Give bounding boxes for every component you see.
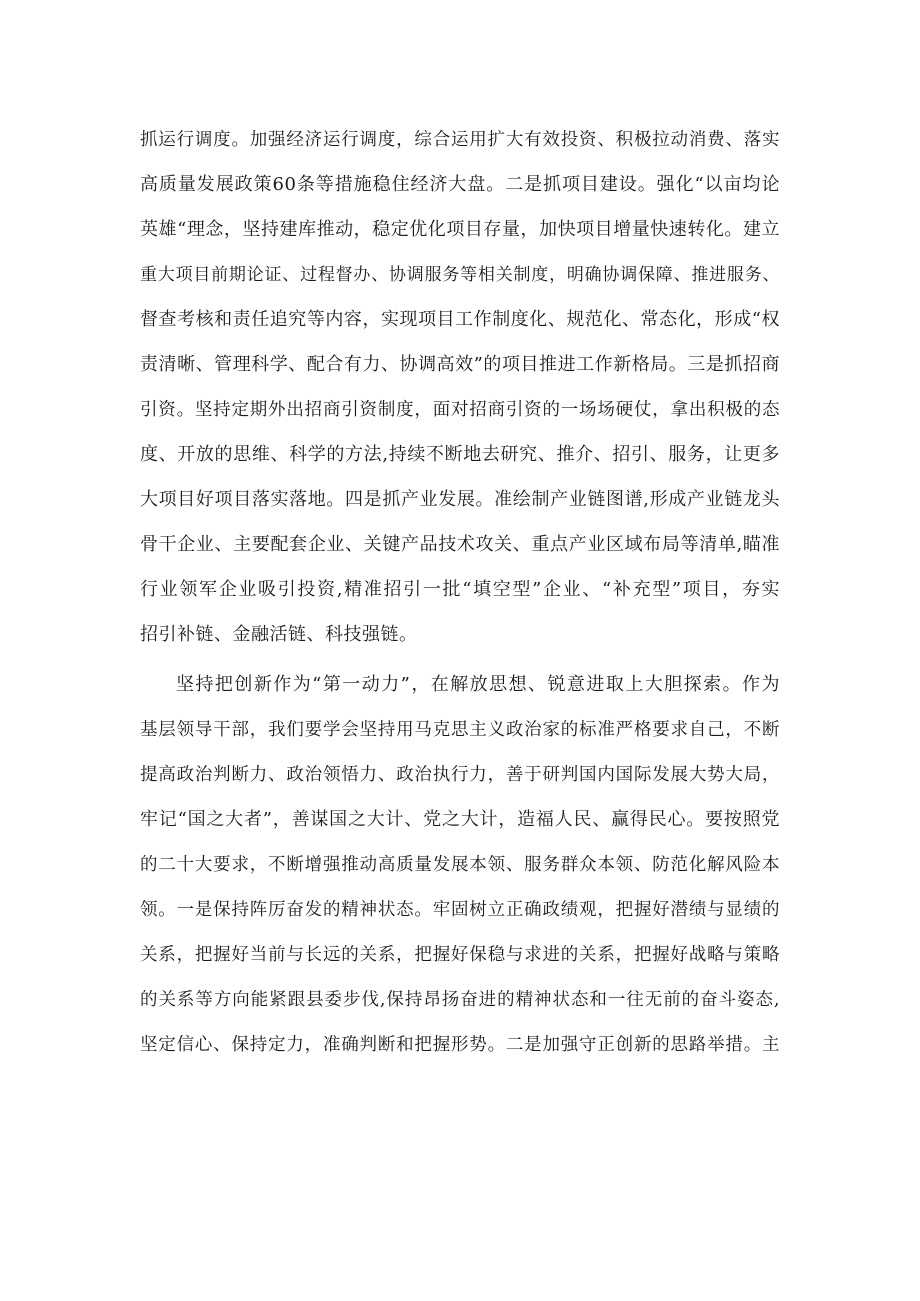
text-line: 骨干企业、主要配套企业、关键产品技术攻关、重点产业区域布局等清单,瞄准	[140, 534, 780, 555]
text-line: 基层领导干部，我们要学会坚持用马克思主义政治家的标准严格要求自己，不断	[140, 720, 780, 740]
text-line: 英雄“理念，坚持建库推动，稳定优化项目存量，加快项目增量快速转化。建立	[140, 219, 780, 240]
text-line: 坚持把创新作为“第一动力”，在解放思想、锐意进取上大胆探索。作为	[176, 674, 780, 695]
text-line: 坚定信心、保持定力，准确判断和把握形势。二是加强守正创新的思路举措。主	[140, 1035, 780, 1055]
text-line: 招引补链、金融活链、科技强链。	[140, 624, 418, 645]
text-line: 责清晰、管理科学、配合有力、协调高效”的项目推进工作新格局。三是抓招商	[140, 354, 780, 375]
text-line: 引资。坚持定期外出招商引资制度，面对招商引资的一场场硬仗，拿出积极的态	[140, 400, 780, 420]
text-line: 的二十大要求，不断增强推动高质量发展本领、服务群众本领、防范化解风险本	[140, 855, 780, 875]
text-line: 高质量发展政策60条等措施稳住经济大盘。二是抓项目建设。强化“以亩均论	[140, 174, 780, 195]
text-line: 大项目好项目落实落地。四是抓产业发展。准绘制产业链图谱,形成产业链龙头	[140, 489, 780, 510]
text-line: 抓运行调度。加强经济运行调度，综合运用扩大有效投资、积极拉动消费、落实	[140, 130, 780, 150]
text-line: 提高政治判断力、政治领悟力、政治执行力，善于研判国内国际发展大势大局，	[140, 765, 780, 785]
text-line: 行业领军企业吸引投资,精准招引一批“填空型”企业、“补充型”项目，夯实	[140, 579, 780, 600]
text-line: 度、开放的思维、科学的方法,持续不断地去研究、推介、招引、服务，让更多	[140, 444, 780, 465]
text-line: 的关系等方向能紧跟县委步伐,保持昂扬奋进的精神状态和一往无前的奋斗姿态,	[140, 990, 780, 1010]
text-line: 牢记“国之大者”，善谋国之大计、党之大计，造福人民、赢得民心。要按照党	[140, 809, 780, 830]
text-line: 督查考核和责任追究等内容，实现项目工作制度化、规范化、常态化，形成“权	[140, 309, 780, 330]
text-line: 领。一是保持阵厉奋发的精神状态。牢固树立正确政绩观，把握好潜绩与显绩的	[140, 900, 780, 920]
text-line: 关系，把握好当前与长远的关系，把握好保稳与求进的关系，把握好战略与策略	[140, 945, 780, 965]
text-line: 重大项目前期论证、过程督办、协调服务等相关制度，明确协调保障、推进服务、	[140, 265, 780, 285]
